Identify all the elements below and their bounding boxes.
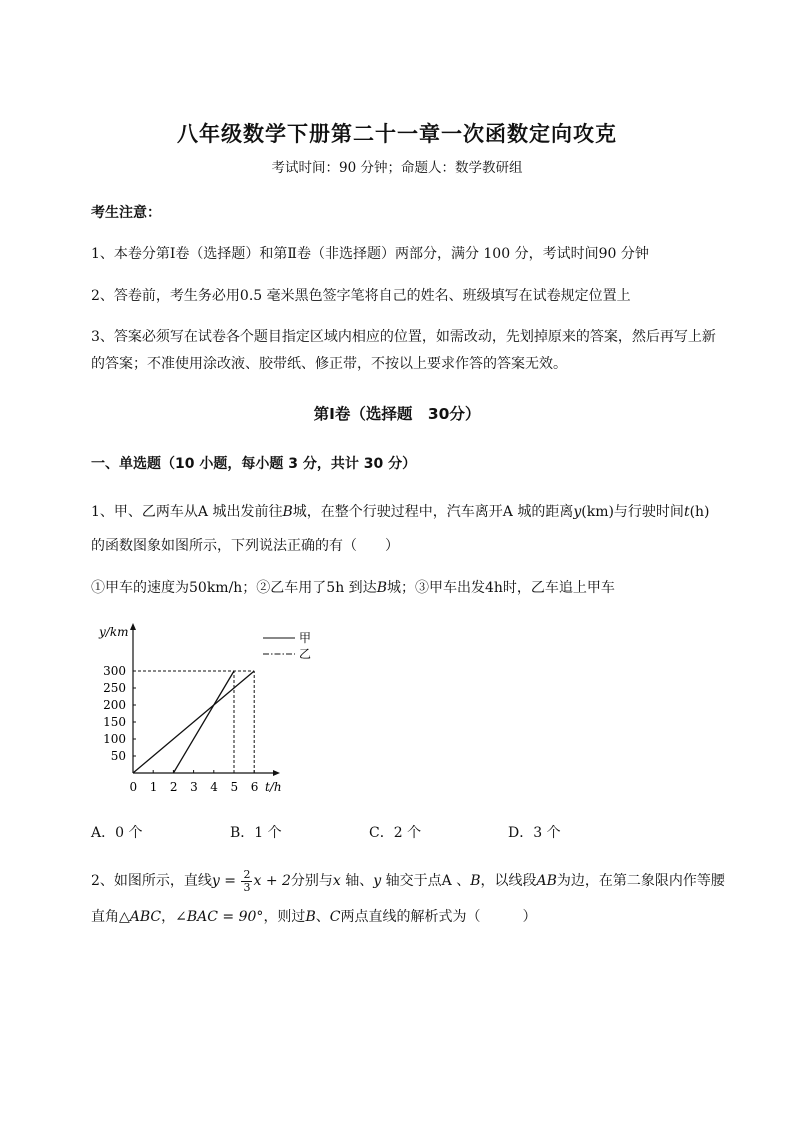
notice-item-3: 3、答案必须写在试卷各个题目指定区域内相应的位置，如需改动，先划掉原来的答案，然后再写上新 — [91, 329, 716, 345]
y-tick-label: 250 — [103, 681, 126, 695]
x-tick-label: 3 — [190, 780, 198, 794]
y-tick-label: 50 — [110, 749, 126, 763]
legend-label: 甲 — [299, 631, 312, 645]
notice-heading: 考生注意： — [91, 205, 161, 221]
y-axis-arrow — [130, 623, 136, 630]
x-axis-arrow — [273, 770, 280, 776]
x-axis-label: t/h — [265, 780, 282, 794]
question-1-statements: ①甲车的速度为50km/h；②乙车用了5h 到达B城；③甲车出发4h时，乙车追上甲车 — [91, 580, 615, 596]
x-tick-label: 5 — [230, 780, 239, 794]
option-d[interactable]: D．3 个 — [508, 825, 561, 841]
x-tick-label: 4 — [210, 780, 218, 794]
question-1-line-1: 1、甲、乙两车从A 城出发前往B城，在整个行驶过程中，汽车离开A 城的距离y(km)与行驶时间t(h) — [91, 504, 710, 520]
notice-item-1: 1、本卷分第Ⅰ卷（选择题）和第Ⅱ卷（非选择题）两部分，满分 100 分，考试时间90 分钟 — [91, 246, 649, 262]
series-line-jia — [133, 671, 254, 773]
notice-item-2: 2、答卷前，考生务必用0.5 毫米黑色签字笔将自己的姓名、班级填写在试卷规定位置上 — [91, 288, 631, 304]
option-c[interactable]: C．2 个 — [369, 825, 422, 841]
question-1-line-2: 的函数图象如图所示，下列说法正确的有（ ） — [91, 538, 399, 554]
fraction-two-thirds: $\frac{2}{3}$ — [243, 867, 251, 894]
part-heading: 一、单选题（10 小题，每小题 3 分，共计 30 分） — [91, 456, 417, 472]
x-tick-label: 0 — [129, 780, 138, 794]
exam-info: 考试时间：90 分钟；命题人：数学教研组 — [271, 160, 523, 176]
page-title: 八年级数学下册第二十一章一次函数定向攻克 — [177, 122, 617, 146]
question-2-line-2: 直角△ABC，∠BAC = 90°，则过B、C两点直线的解析式为（ ） — [91, 909, 537, 925]
x-tick-label: 1 — [149, 780, 158, 794]
x-tick-label: 6 — [250, 780, 259, 794]
y-axis-label: y/km — [99, 625, 129, 639]
y-tick-label: 100 — [103, 732, 126, 746]
y-tick-label: 150 — [103, 715, 126, 729]
notice-item-3-continued: 的答案；不准使用涂改液、胶带纸、修正带，不按以上要求作答的答案无效。 — [91, 356, 567, 372]
question-2-line-1: 2、如图所示，直线y = $\frac{2}{3}$ x + 2分别与x 轴、y 轴交于点A 、B，以线段AB为边，在第二象限内作等腰 — [91, 867, 725, 894]
x-tick-label: 2 — [169, 780, 178, 794]
option-b[interactable]: B．1 个 — [230, 825, 282, 841]
option-a[interactable]: A．0 个 — [91, 825, 143, 841]
series-line-yi — [173, 671, 234, 773]
y-tick-label: 300 — [103, 664, 126, 678]
section-title: 第Ⅰ卷（选择题 30分） — [313, 405, 481, 423]
legend-label: 乙 — [299, 647, 312, 661]
y-tick-label: 200 — [103, 698, 126, 712]
distance-time-graph — [95, 618, 335, 800]
